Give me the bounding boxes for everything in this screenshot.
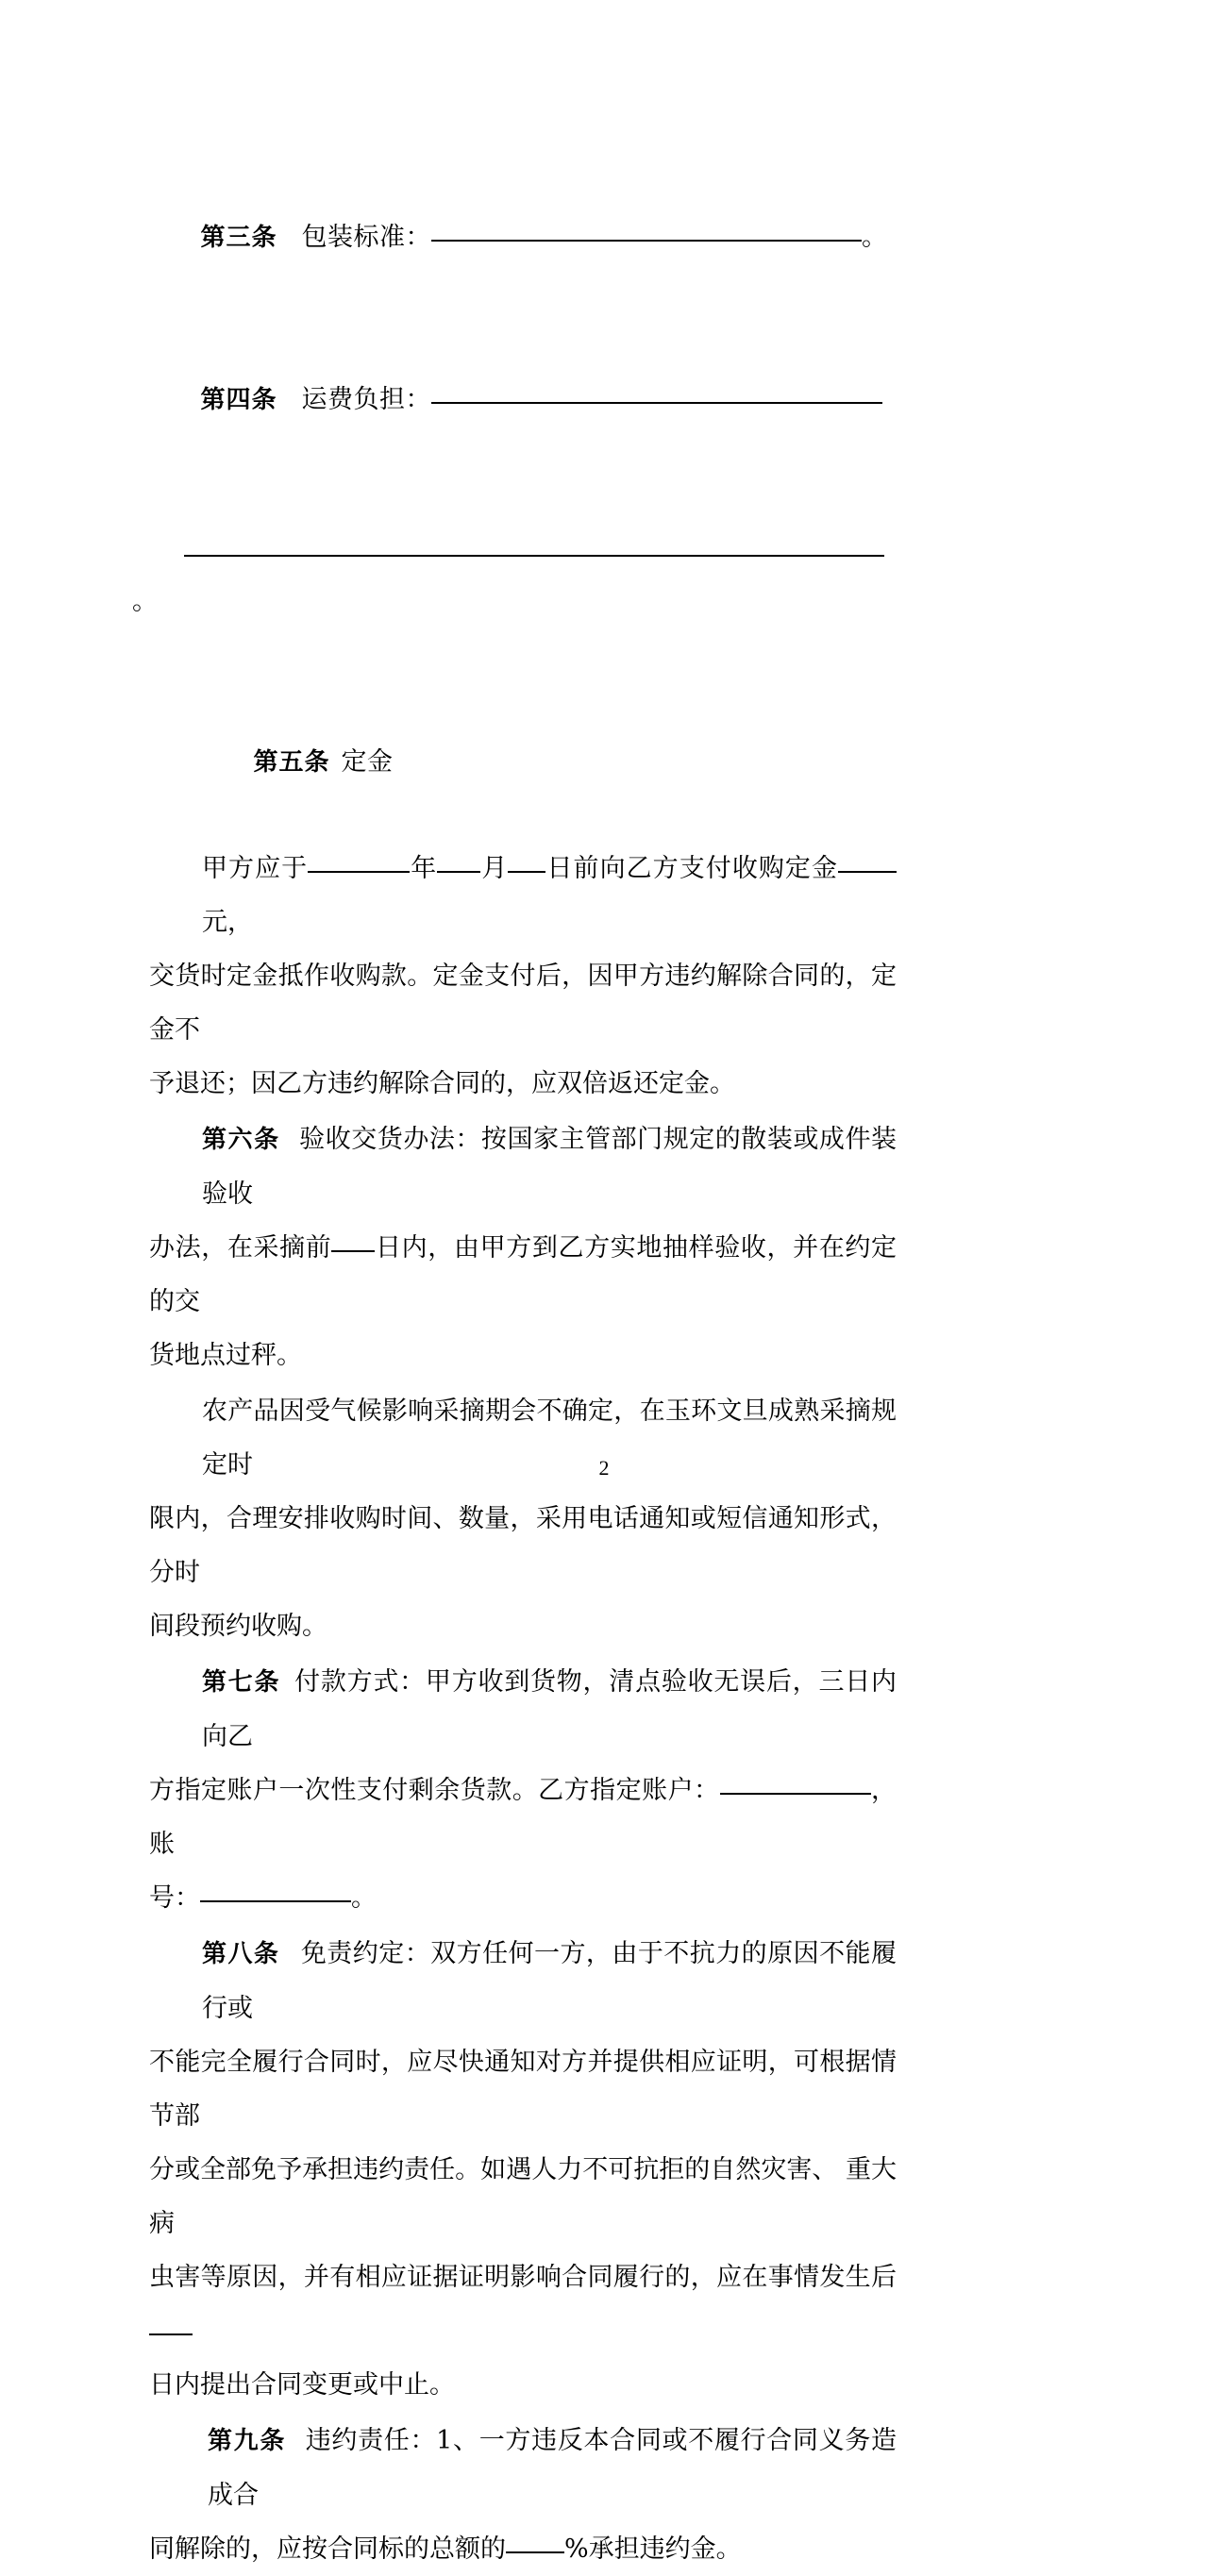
a7-text-2a: 方指定账户一次性支付剩余货款。乙方指定账户：: [149, 1776, 720, 1805]
a9-text-2a: 同解除的，应按合同标的总额的: [149, 2534, 506, 2564]
a6-text-2a: 办法，在采摘前: [149, 1233, 332, 1263]
article-9-paragraph: [149, 2414, 897, 2576]
page-number: 2: [598, 1456, 610, 1480]
a7-account-name-blank[interactable]: [720, 1772, 871, 1795]
document-content: [132, 159, 898, 2576]
a6-text-2b: 日内，由甲方到乙方实地抽样验收，并在约定的交: [149, 1233, 898, 1316]
article-7-body-line-2: [149, 1764, 897, 1871]
a9-text-2b: %承担违约金。: [564, 2534, 742, 2564]
article-3-label: 包装标准：: [301, 223, 432, 252]
a9-text-1: 违约责任：1、一方违反本合同或不履行合同义务造成合: [208, 2426, 897, 2510]
a8-text-4a: 虫害等原因，并有相应证据证明影响合同履行的，应在事情发生后: [149, 2263, 897, 2292]
a9-penalty-percent-blank[interactable]: [506, 2531, 564, 2553]
article-4-line: [149, 321, 897, 479]
a6-text-1: 验收交货办法：按国家主管部门规定的散装或成件装验收: [202, 1125, 897, 1209]
article-6-body-line-2: [149, 1221, 897, 1329]
a5-text-a: 甲方应于: [202, 854, 309, 883]
a8-days-blank[interactable]: [149, 2313, 193, 2335]
article-6-p2-line-1: 农产品因受气候影响采摘期会不确定，在玉环文旦成熟采摘规定时: [202, 1397, 897, 1480]
article-9-body-line-2: [149, 2522, 897, 2576]
a5-amount-blank[interactable]: [838, 850, 897, 873]
article-5-title: 定金: [341, 747, 394, 777]
a7-text-1: 付款方式：甲方收到货物，清点验收无误后，三日内向乙: [202, 1667, 897, 1751]
article-8-body-line-5: 日内提出合同变更或中止。: [149, 2370, 455, 2400]
article-6-p2-line-3: 间段预约收购。: [149, 1612, 327, 1641]
article-8-body-line-2: 不能完全履行合同时，应尽快通知对方并提供相应证明，可根据情节部: [149, 2048, 897, 2131]
article-7-body-line-1: [149, 1655, 897, 1764]
article-4-continuation-line: [132, 479, 897, 676]
article-6-paragraph: [149, 1112, 897, 1382]
a7-account-number-blank[interactable]: [200, 1880, 351, 1902]
article-9-body-line-1: [149, 2414, 897, 2522]
a5-text-c: 月: [480, 854, 509, 883]
article-9-heading: 第九条: [208, 2427, 287, 2455]
article-5-body-line-3: 予退还；因乙方违约解除合同的，应双倍返还定金。: [149, 1069, 735, 1098]
article-4-label: 运费负担：: [301, 385, 432, 414]
article-5-body-line-2: 交货时定金抵作收购款。定金支付后，因甲方违约解除合同的，定金不: [149, 962, 897, 1045]
article-5-body-line-1: [149, 842, 897, 949]
article-8-heading: 第八条: [202, 1940, 280, 1968]
a5-text-d: 日前向乙方支付收购定金: [545, 854, 839, 883]
a7-text-2b: ，账: [149, 1776, 898, 1859]
article-6-paragraph-2: [149, 1384, 897, 1653]
article-3-terminator: 。: [862, 223, 888, 252]
a5-month-blank[interactable]: [437, 850, 480, 873]
article-4-heading: 第四条: [200, 386, 277, 414]
a6-days-blank[interactable]: [331, 1229, 375, 1252]
a5-text-e: 元，: [202, 908, 253, 937]
article-4-terminator: 。: [132, 587, 159, 616]
article-4-blank[interactable]: [431, 381, 882, 404]
article-4-blank-continued[interactable]: [184, 555, 884, 557]
article-8-paragraph: [149, 1927, 897, 2412]
a7-text-3b: 。: [351, 1883, 377, 1913]
a5-year-blank[interactable]: [308, 850, 410, 873]
article-6-p2-line-2: 限内，合理安排收购时间、数量，采用电话通知或短信通知形式，分时: [149, 1504, 897, 1587]
article-7-paragraph: [149, 1655, 897, 1925]
article-3-line: [149, 159, 897, 317]
article-6-body-line-1: [149, 1112, 897, 1221]
article-8-body-line-4: [149, 2250, 897, 2358]
a5-day-blank[interactable]: [508, 850, 545, 873]
article-7-heading: 第七条: [202, 1668, 281, 1697]
article-3-blank[interactable]: [431, 219, 862, 242]
a5-text-b: 年: [410, 854, 438, 883]
article-8-body-line-1: [149, 1927, 897, 2035]
article-5-paragraph: [149, 842, 897, 1111]
article-3-heading: 第三条: [200, 224, 277, 252]
a8-text-1: 免责约定：双方任何一方，由于不抗力的原因不能履行或: [202, 1939, 897, 2023]
article-8-body-line-3: 分或全部免予承担违约责任。如遇人力不可抗拒的自然灾害、 重大病: [149, 2155, 897, 2238]
article-6-heading: 第六条: [202, 1126, 280, 1154]
article-5-heading: 第五条: [253, 748, 330, 777]
article-6-body-line-3: 货地点过秤。: [149, 1341, 302, 1370]
article-5-heading-line: [149, 683, 897, 842]
a7-text-3a: 号：: [149, 1883, 200, 1913]
article-7-body-line-3: [149, 1871, 897, 1925]
